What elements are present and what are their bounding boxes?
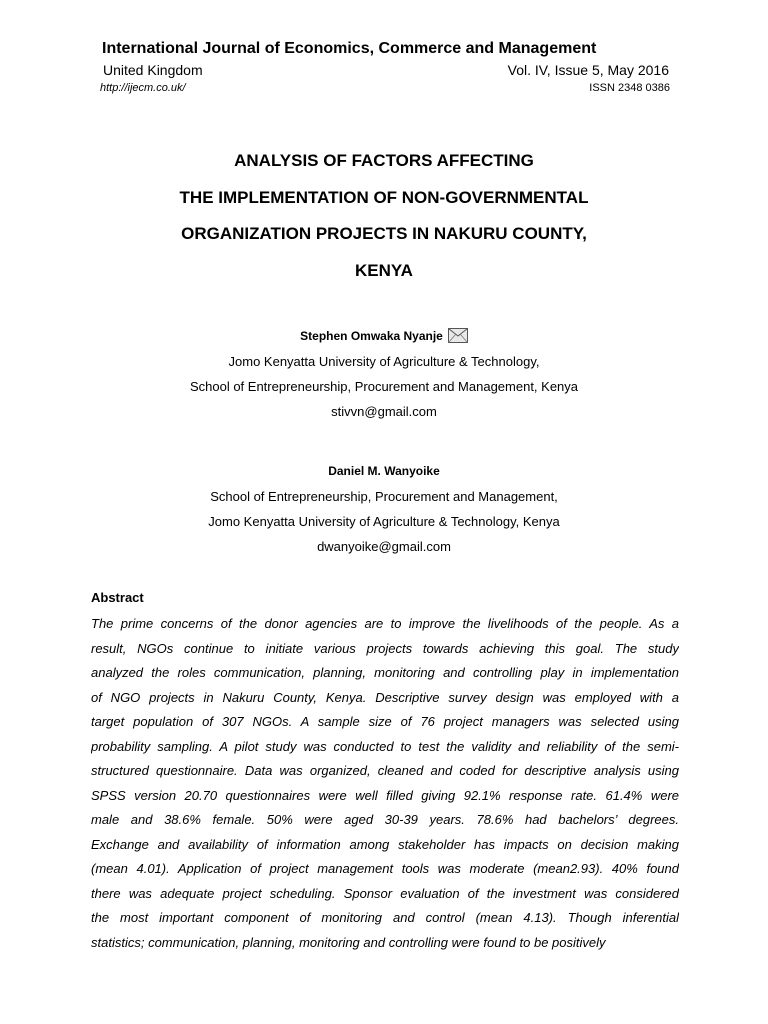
journal-issn: ISSN 2348 0386 [589,82,670,94]
abstract-line: structured questionnaire. Data was organized, cleaned and coded for descriptive analysis using [91,763,679,778]
author-name-2: Daniel M. Wanyoike [328,464,440,478]
author-block-2 [80,459,688,559]
abstract-line: there was adequate project scheduling. Sponsor evaluation of the investment was considered [91,885,679,901]
author-affiliation: Jomo Kenyatta University of Agriculture & Technology, [228,354,540,369]
abstract-line: probability sampling. A pilot study was conducted to test the validity and reliability of the semi- [91,738,679,754]
abstract-line: of NGO projects in Nakuru County, Kenya. Descriptive survey design was employed with a [91,689,679,705]
author-email[interactable]: stivvn@gmail.com [331,404,437,419]
abstract-line: statistics; communication, planning, monitoring and controlling were found to be positively [91,934,606,950]
abstract-body [91,612,679,955]
abstract-line: (mean 4.01). Application of project management tools was moderate (mean2.93). 40% found [91,861,679,876]
abstract-line: the most important component of monitoring and control (mean 4.13). Though inferential [91,910,679,925]
envelope-icon[interactable] [448,328,468,343]
author-block-1 [80,324,688,424]
abstract-heading: Abstract [91,590,144,605]
journal-issue: Vol. IV, Issue 5, May 2016 [507,62,669,78]
author-affiliation: School of Entrepreneurship, Procurement and Management, [210,489,558,504]
journal-location: United Kingdom [103,62,203,78]
author-name-1: Stephen Omwaka Nyanje [80,324,688,349]
author-affiliation: School of Entrepreneurship, Procurement and Management, Kenya [189,379,579,394]
author-affiliation: Jomo Kenyatta University of Agriculture & Technology, Kenya [208,514,560,529]
journal-title: International Journal of Economics, Commerce and Management [102,40,597,57]
title-line: THE IMPLEMENTATION OF NON-GOVERNMENTAL [179,187,589,207]
abstract-line: result, NGOs continue to initiate various projects towards achieving this goal. The study [91,640,679,656]
author-email[interactable]: dwanyoike@gmail.com [317,539,451,554]
abstract-line: Exchange and availability of information among stakeholder has impacts on decision making [91,836,679,852]
title-line: KENYA [355,260,413,280]
abstract-line: target population of 307 NGOs. A sample size of 76 project managers was selected using [91,714,679,729]
abstract-line: male and 38.6% female. 50% were aged 30-39 years. 78.6% had bachelors’ degrees. [91,812,679,827]
journal-url[interactable]: http://ijecm.co.uk/ [100,82,186,94]
paper-title [80,143,688,289]
title-line: ORGANIZATION PROJECTS IN NAKURU COUNTY, [181,224,587,243]
abstract-line: The prime concerns of the donor agencies are to improve the livelihoods of the people. As a [91,616,679,631]
abstract-line: SPSS version 20.70 questionnaires were well filled giving 92.1% response rate. 61.4% were [91,787,679,803]
title-line: ANALYSIS OF FACTORS AFFECTING [234,151,534,170]
abstract-line: analyzed the roles communication, planning, monitoring and controlling play in implementation [91,665,679,680]
